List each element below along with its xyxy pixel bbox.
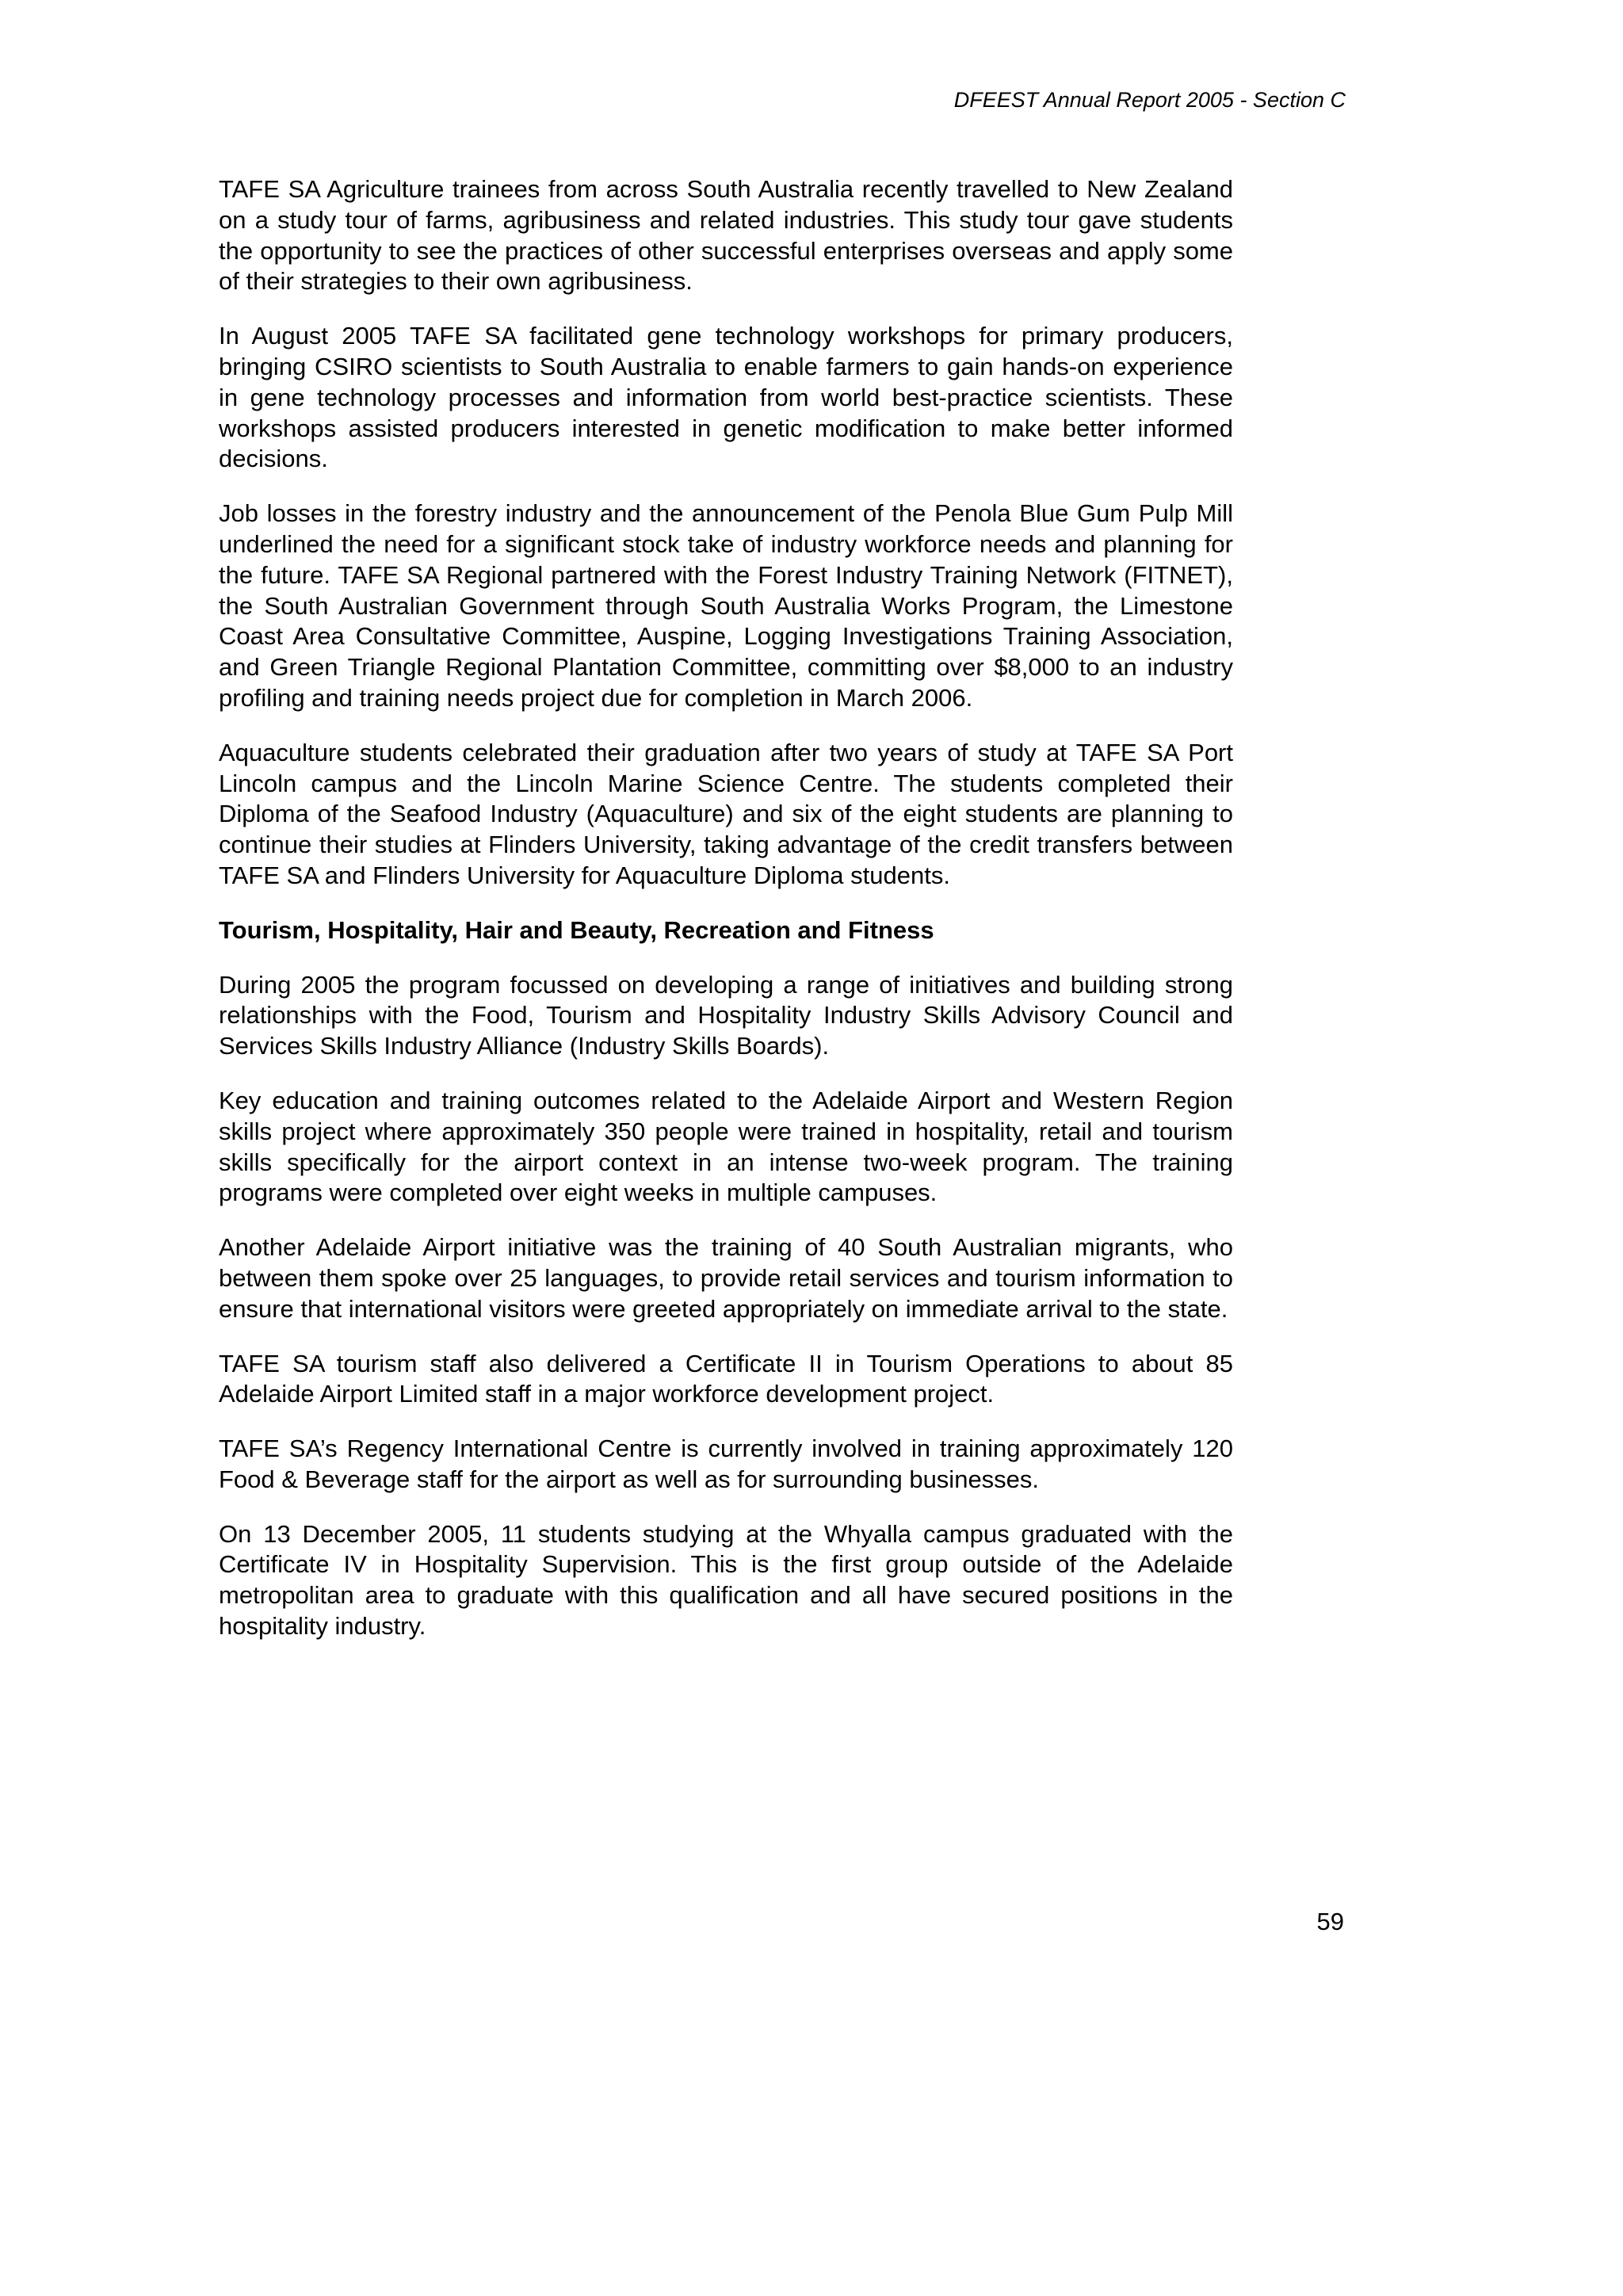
paragraph-agriculture-study-tour: TAFE SA Agriculture trainees from across South Australia recently travelled to New Zealand on a study tour of farms, agribusiness and related industries. This study tour gave students the opportunity to see the practices of other successful enterprises overseas and apply some of their strategies to their own agribusiness. <box>219 175 1233 296</box>
paragraph-aquaculture-graduation: Aquaculture students celebrated their graduation after two years of study at TAFE SA Port Lincoln campus and the Lincoln Marine Science Centre. The students completed their Diploma of the Seafood Industry (Aquaculture) and six of the eight students are planning to continue their studies at Flinders University, taking advantage of the credit transfers between TAFE SA and Flinders University for Aquaculture Diploma students. <box>219 738 1233 889</box>
paragraph-whyalla-graduation: On 13 December 2005, 11 students studying at the Whyalla campus graduated with the Certificate IV in Hospitality Supervision. This is the first group outside of the Adelaide metropolitan area to graduate with this qualification and all have secured positions in the hospitality industry. <box>219 1519 1233 1641</box>
paragraph-tourism-certificate: TAFE SA tourism staff also delivered a Certificate II in Tourism Operations to about 85 Adelaide Airport Limited staff in a major workforce development project. <box>219 1349 1233 1408</box>
paragraph-gene-technology: In August 2005 TAFE SA facilitated gene technology workshops for primary producers, bringing CSIRO scientists to South Australia to enable farmers to gain hands-on experience in gene technology processes and information from world best-practice scientists. These workshops assisted producers interested in genetic modification to make better informed decisions. <box>219 322 1233 473</box>
report-body <box>219 174 1233 1666</box>
paragraph-migrants-training: Another Adelaide Airport initiative was the training of 40 South Australian migrants, who between them spoke over 25 languages, to provide retail services and tourism information to ensure that international visitors were greeted appropriately on immediate arrival to the state. <box>219 1233 1233 1323</box>
paragraph-program-2005: During 2005 the program focussed on developing a range of initiatives and building strong relationships with the Food, Tourism and Hospitality Industry Skills Advisory Council and Services Skills Industry Alliance (Industry Skills Boards). <box>219 970 1233 1060</box>
paragraph-airport-skills-project: Key education and training outcomes related to the Adelaide Airport and Western Region skills project where approximately 350 people were trained in hospitality, retail and tourism skills specifically for the airport context in an intense two-week program. The training programs were completed over eight weeks in multiple campuses. <box>219 1086 1233 1207</box>
paragraph-regency-centre: TAFE SA’s Regency International Centre is currently involved in training approximately 120 Food & Beverage staff for the airport as well as for surrounding businesses. <box>219 1435 1233 1493</box>
paragraph-forestry-industry: Job losses in the forestry industry and the announcement of the Penola Blue Gum Pulp Mill underlined the need for a significant stock take of industry workforce needs and planning for the future. TAFE SA Regional partnered with the Forest Industry Training Network (FITNET), the South Australian Government through South Australia Works Program, the Limestone Coast Area Consultative Committee, Auspine, Logging Investigations Training Association, and Green Triangle Regional Plantation Committee, committing over $8,000 to an industry profiling and training needs project due for completion in March 2006. <box>219 499 1233 712</box>
section-heading-tourism: Tourism, Hospitality, Hair and Beauty, Recreation and Fitness <box>219 915 934 944</box>
running-header: DFEEST Annual Report 2005 - Section C <box>953 88 1346 112</box>
page-number: 59 <box>1316 1908 1344 1935</box>
